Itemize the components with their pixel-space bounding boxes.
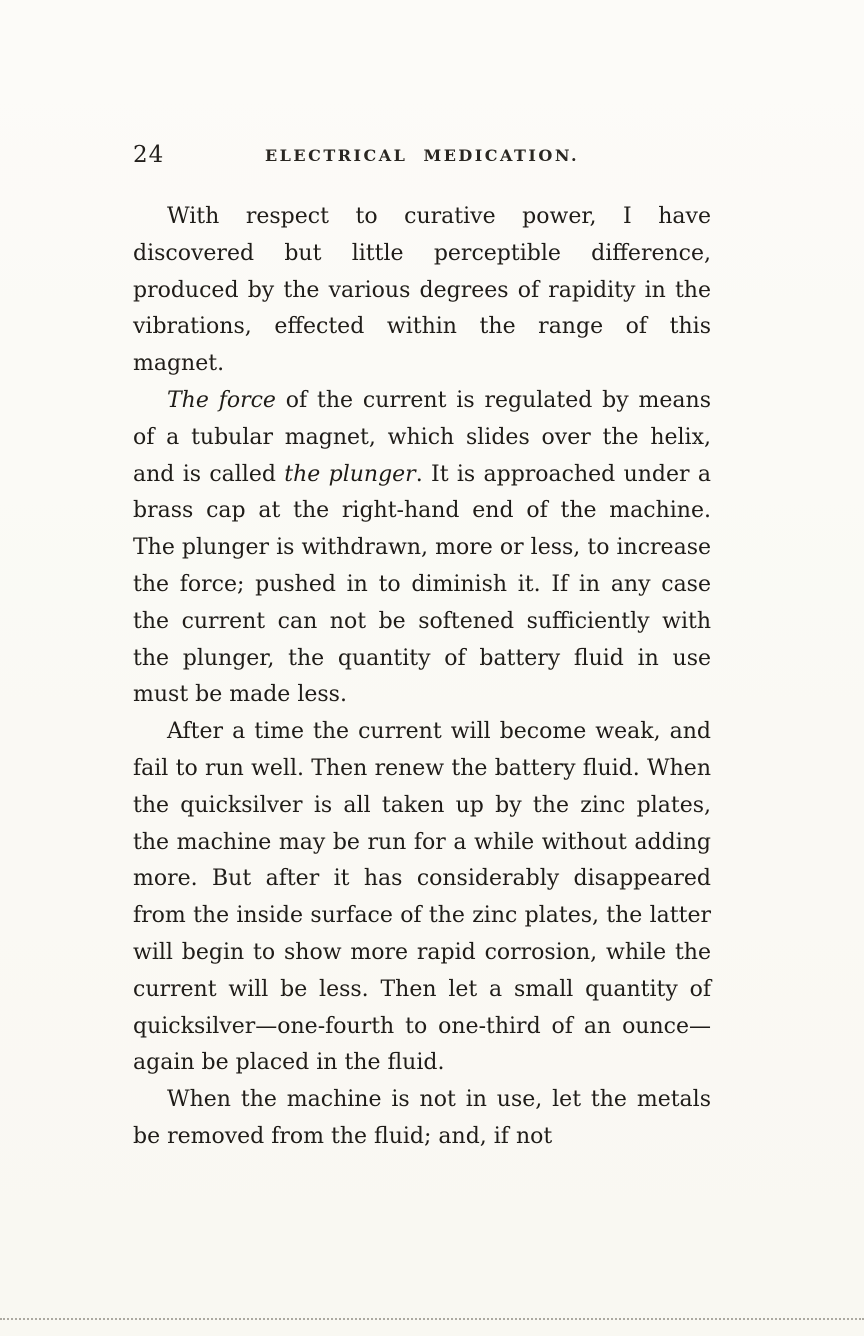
text-segment: . It is approached under a brass cap at the right-hand end of the machine. The plunger is withdrawn, more or less, to increase the force; pushed in to diminish it. If in any case the current can not be softened sufficiently with the plunger, the quantity of battery fluid in use must be made less. (133, 461, 711, 708)
text-segment: When the machine is not in use, let the metals be removed from the fluid; and, if not (133, 1087, 711, 1149)
page-number: 24 (133, 142, 165, 168)
text-segment: With respect to curative power, I have discovered but little perceptible difference, produced by the various degrees of rapidity in the vibrations, effected within the range of this magnet. (133, 204, 711, 377)
scan-edge-artifact (0, 1318, 864, 1320)
text-segment: After a time the current will become weak, and fail to run well. Then renew the battery fluid. When the quicksilver is all taken up by the zinc plates, the machine may be run for a while without adding more. But after it has considerably disappeared from the inside surface of the zinc plates, the latter will begin to show more rapid corrosion, while the current will be less. Then let a small quantity of quicksilver—one-fourth to one-third of an ounce—again be placed in the fluid. (133, 719, 711, 1076)
italic-text-segment: the plunger (284, 461, 416, 487)
page-header-row (133, 142, 711, 172)
text-segment: of the current is regulated by means of a tubular magnet, which slides over the helix, and is called (133, 387, 711, 487)
page-body (133, 199, 711, 1156)
paragraph (133, 714, 711, 1082)
italic-text-segment: The force (167, 387, 276, 413)
paragraph (133, 199, 711, 383)
running-header: ELECTRICAL MEDICATION. (264, 146, 580, 165)
paragraph (133, 383, 711, 714)
paragraph (133, 1082, 711, 1156)
